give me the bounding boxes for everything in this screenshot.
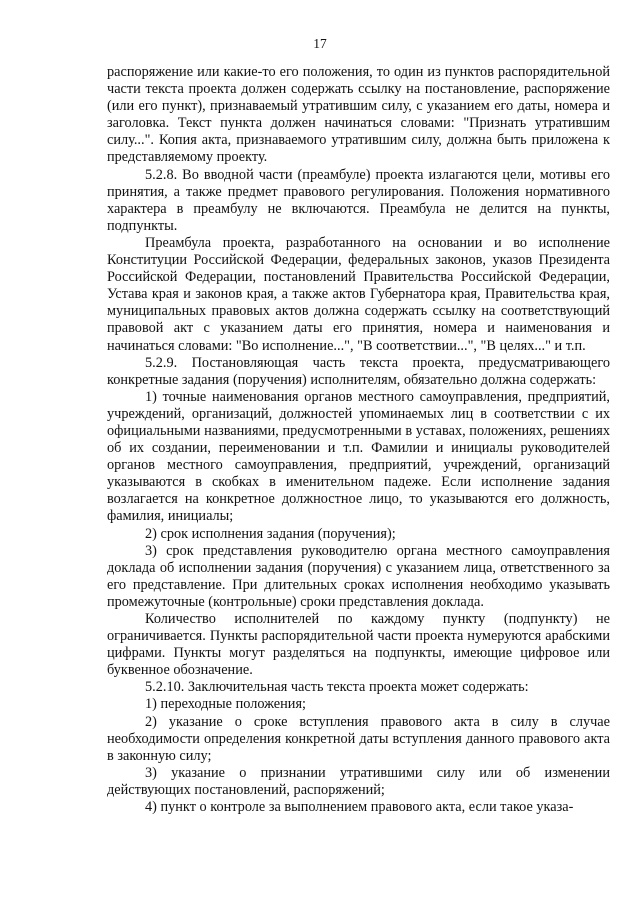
list-item: 1) переходные положения; [145,696,307,713]
paragraph: Количество исполнителей по каждому пункту (подпункту) не ограничивается. Пункты распорядительной части проекта нумеруются арабскими цифрами. Пункты могут разделяться на подпункты, имеющие цифровое или буквенное обозначение. [107,611,610,679]
page-number: 17 [313,36,327,51]
list-item: 2) указание о сроке вступления правового акта в силу в случае необходимости определения конкретной даты вступления данного правового акта в законную силу; [107,713,610,764]
list-item: 4) пункт о контроле за выполнением правового акта, если такое указа- [145,799,574,816]
paragraph: 5.2.8. Во вводной части (преамбуле) проекта излагаются цели, мотивы его принятия, а также предмет правового регулирования. Положения нормативного характера в преамбулу не включаются. Преамбула не делится на пункты, подпункты. [107,166,610,234]
paragraph: распоряжение или какие-то его положения, то один из пунктов распорядительной части текста проекта должен содержать ссылку на постановление, распоряжение (или его пункт), признаваемый утратившим силу, с указанием его даты, номера и заголовка. Текст пункта должен начинаться словами: "Признать утратившим силу...". Копия акта, признаваемого утратившим силу, должна быть приложена к представляемому проекту. [107,64,610,166]
paragraph: Преамбула проекта, разработанного на основании и во исполнение Конституции Российской Федерации, федеральных законов, указов Президента Российской Федерации, постановлений Правительства Российской Федерации, Устава края и законов края, а также актов Губернатора края, Правительства края, муниципальных правовых актов должна содержать ссылку на соответствующий правовой акт с указанием даты его принятия, номера и наименования и начинаться словами: "Во исполнение...", "В соответствии...", "В целях..." и т.п. [107,234,610,354]
list-item: 3) указание о признании утратившими силу или об изменении действующих постановлений, распоряжений; [107,764,610,798]
paragraph: 5.2.9. Постановляющая часть текста проекта, предусматривающего конкретные задания (поручения) исполнителям, обязательно должна содержать: [107,354,610,388]
list-item: 3) срок представления руководителю органа местного самоуправления доклада об исполнении задания (поручения) с указанием лица, ответственного за его представление. При длительных сроках исполнения необходимо указывать промежуточные (контрольные) сроки представления доклада. [107,542,610,610]
document-body [107,64,610,816]
list-item: 2) срок исполнения задания (поручения); [145,525,396,542]
paragraph: 5.2.10. Заключительная часть текста проекта может содержать: [145,679,529,696]
list-item: 1) точные наименования органов местного самоуправления, предприятий, учреждений, организаций, должностей упоминаемых лиц в соответствии с их официальными названиями, предусмотренными в уставах, положениях, решениях об их создании, переименовании и т.п. Фамилии и инициалы руководителей органов местного самоуправления, предприятий, учреждений, организаций указываются в скобках в именительном падеже. Если исполнение задания возлагается на конкретное должностное лицо, то указываются его должность, фамилия, инициалы; [107,388,610,525]
